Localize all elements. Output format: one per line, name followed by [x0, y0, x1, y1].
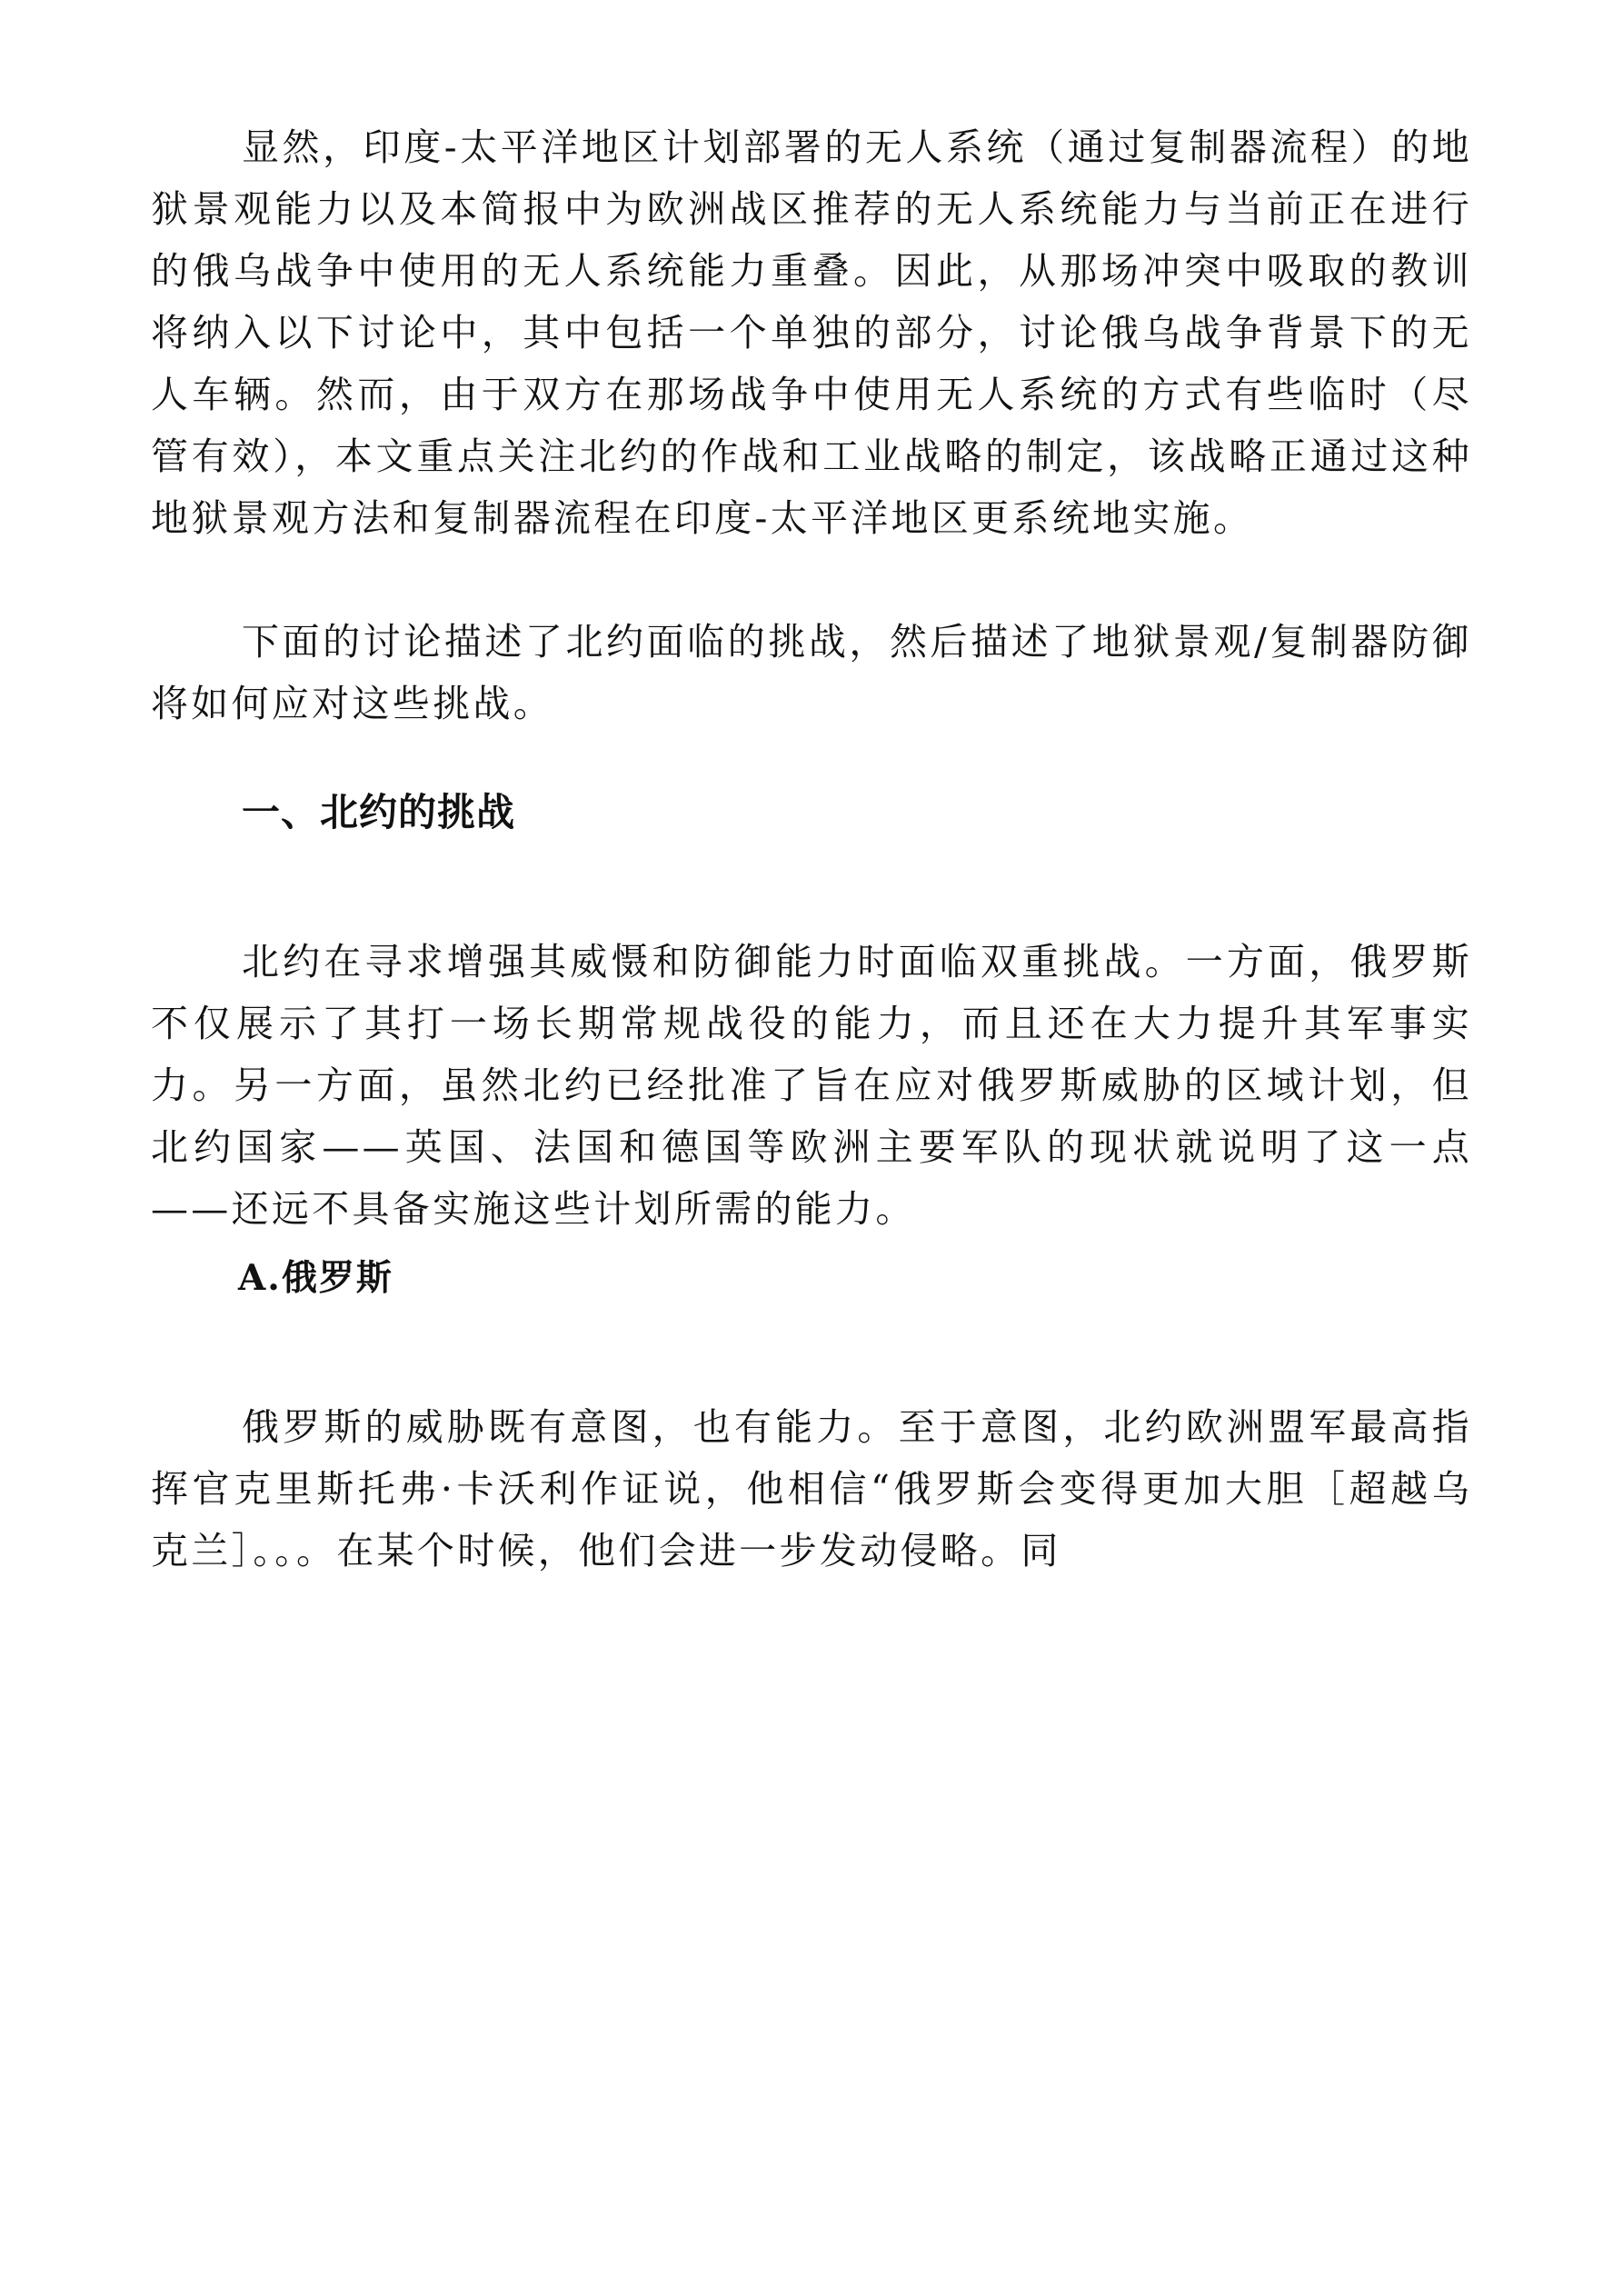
subsection-heading: A.俄罗斯 — [238, 1257, 393, 1299]
paragraph-nato-challenge: 北约在寻求增强其威慑和防御能力时面临双重挑战。一方面，俄罗斯不仅展示了其打一场长期常规战役的能力，而且还在大力提升其军事实力。另一方面，虽然北约已经批准了旨在应对俄罗斯威胁的区域计划，但北约国家——英国、法国和德国等欧洲主要军队的现状就说明了这一点——还远不具备实施这些计划所需的能力。 — [151, 940, 1472, 1231]
section-heading: 一、北约的挑战 — [242, 790, 516, 834]
paragraph-overview: 下面的讨论描述了北约面临的挑战，然后描述了地狱景观/复制器防御将如何应对这些挑战。 — [151, 620, 1472, 725]
paragraph-russia: 俄罗斯的威胁既有意图，也有能力。至于意图，北约欧洲盟军最高指挥官克里斯托弗·卡沃利作证说，他相信“俄罗斯会变得更加大胆［超越乌克兰］。。。在某个时候，他们会进一步发动侵略。同 — [151, 1405, 1472, 1572]
paragraph-intro: 显然，印度-太平洋地区计划部署的无人系统（通过复制器流程）的地狱景观能力以及本简报中为欧洲战区推荐的无人系统能力与当前正在进行的俄乌战争中使用的无人系统能力重叠。因此，从那场冲突中吸取的教训将纳入以下讨论中，其中包括一个单独的部分，讨论俄乌战争背景下的无人车辆。然而，由于双方在那场战争中使用无人系统的方式有些临时（尽管有效），本文重点关注北约的作战和工业战略的制定，该战略正通过这种地狱景观方法和复制器流程在印度-太平洋地区更系统地实施。 — [151, 125, 1472, 540]
